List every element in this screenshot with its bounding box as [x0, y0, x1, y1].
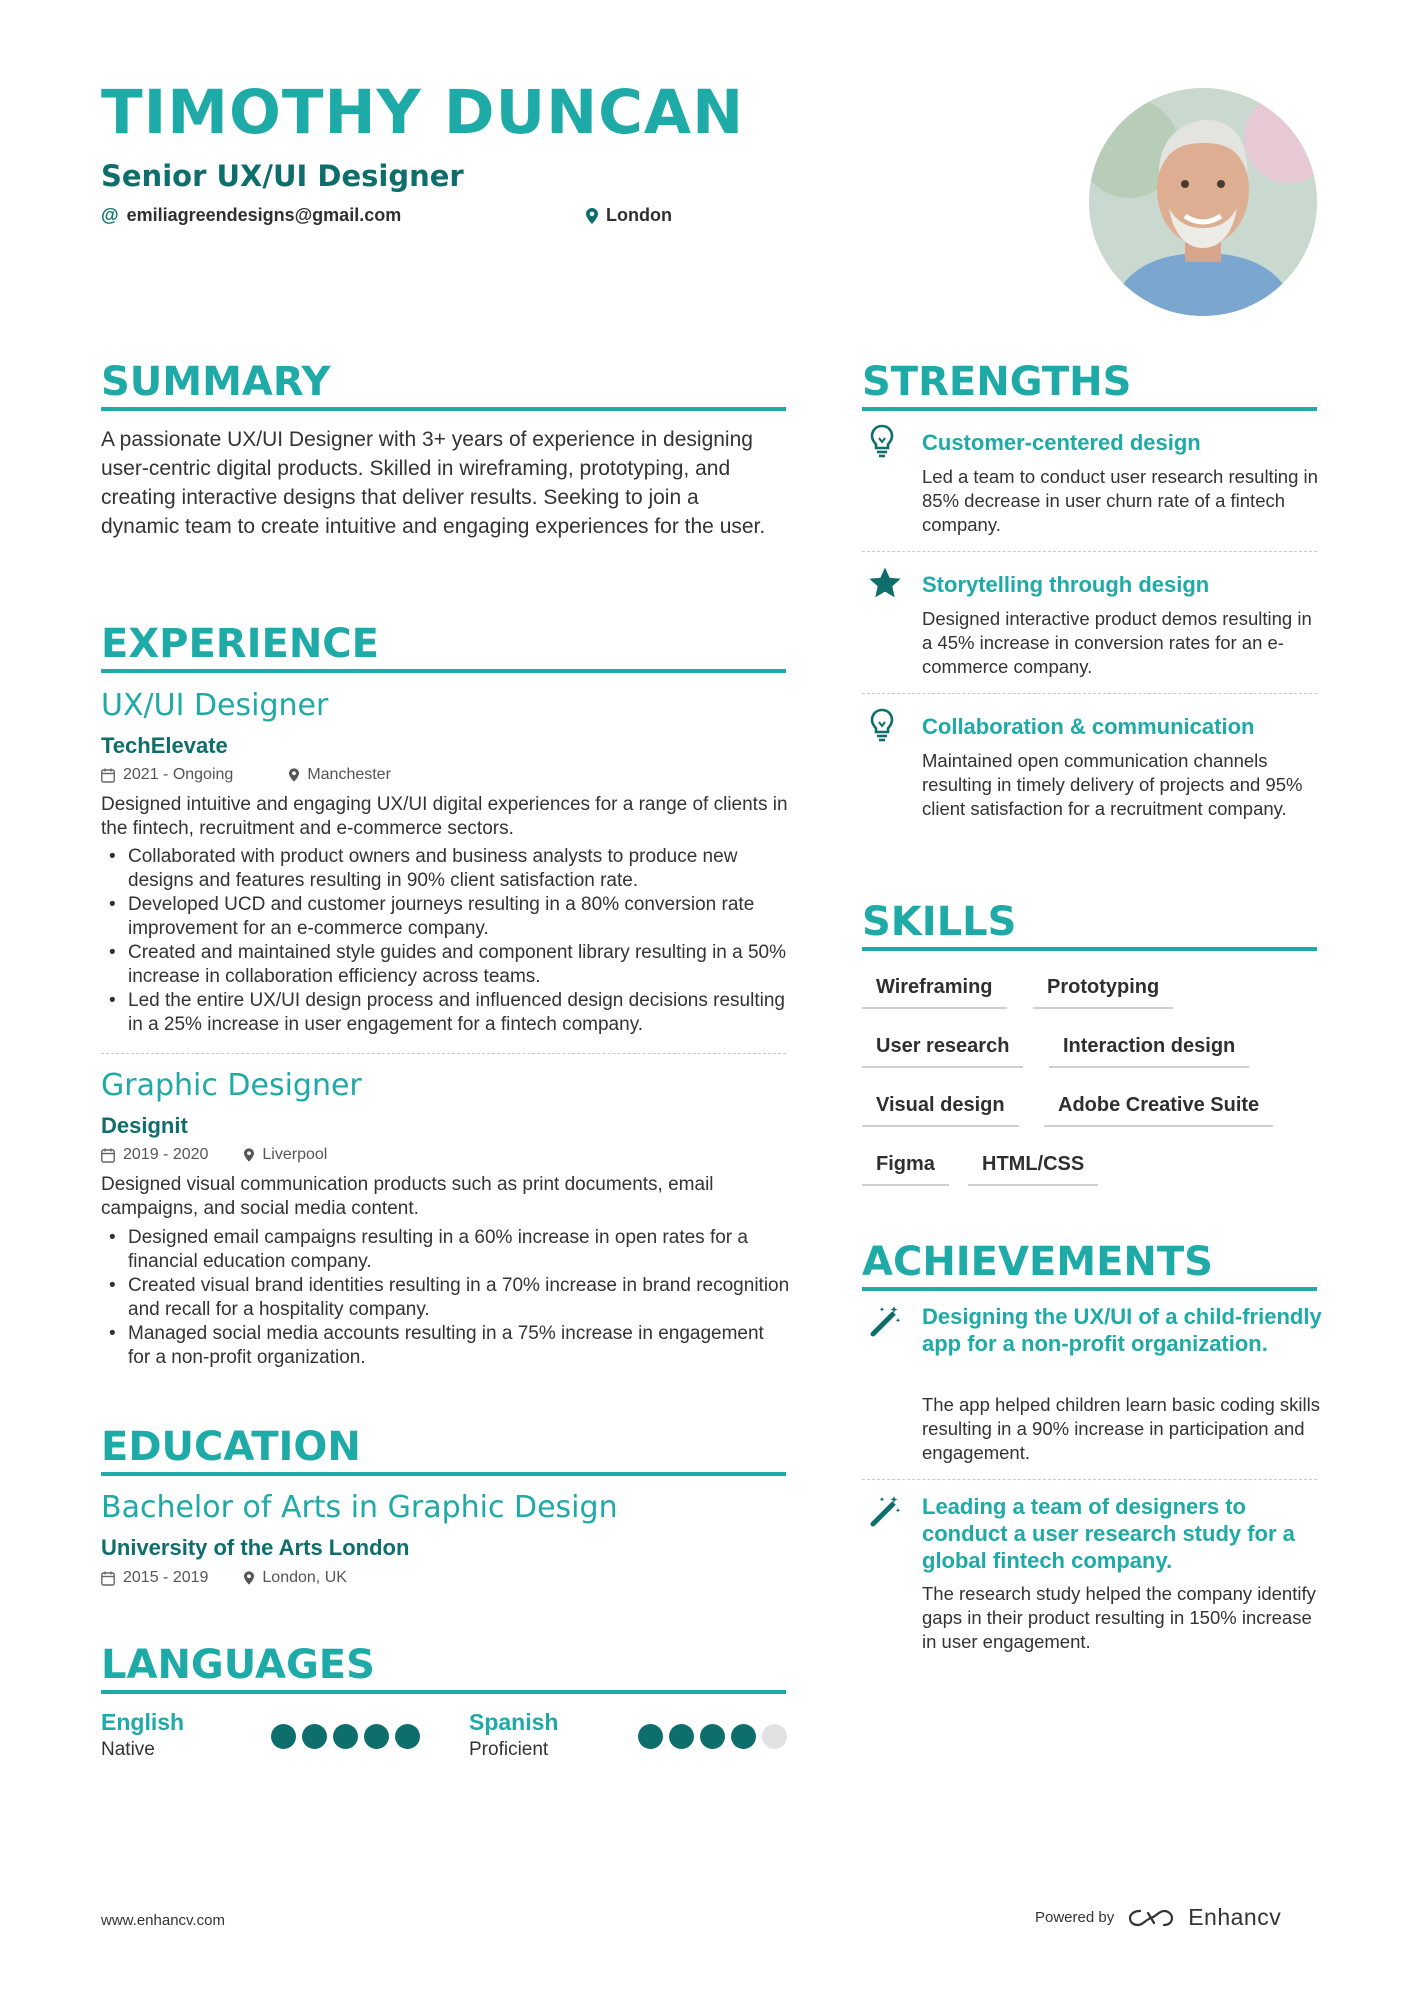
- education-divider: [101, 1472, 786, 1476]
- strength-text: Designed interactive product demos resulting in a 45% increase in conversion rates for an e-commerce company.: [922, 608, 1312, 677]
- school-name: University of the Arts London: [101, 1535, 410, 1560]
- job-bullets: [101, 1226, 791, 1370]
- strengths-heading: STRENGTHS: [862, 359, 1132, 405]
- education-dates: 2015 - 2019: [123, 1569, 209, 1586]
- achievement-text: The app helped children learn basic coding skills resulting in a 90% increase in participation and engagement.: [922, 1394, 1320, 1463]
- location-pin-icon: [289, 768, 299, 782]
- degree-title: Bachelor of Arts in Graphic Design: [101, 1490, 618, 1525]
- achievements-heading: ACHIEVEMENTS: [862, 1239, 1213, 1285]
- list-item: • Created and maintained style guides and component library resulting in a 50% increase in collaboration efficiency across teams.: [101, 941, 791, 989]
- languages-heading: LANGUAGES: [101, 1642, 375, 1688]
- rating-dot-filled: [333, 1724, 358, 1749]
- magic-wand-icon: [868, 1304, 900, 1338]
- languages-divider: [101, 1690, 786, 1694]
- strength-title: Collaboration & communication: [922, 714, 1255, 739]
- rating-dot-filled: [700, 1724, 725, 1749]
- strength-title: Customer-centered design: [922, 430, 1201, 455]
- strength-separator: [862, 551, 1317, 552]
- list-item: • Managed social media accounts resulting in a 75% increase in engagement for a non-profit organization.: [101, 1322, 791, 1370]
- strengths-divider: [862, 407, 1317, 411]
- lightbulb-icon: [868, 708, 900, 742]
- achievement-title: Designing the UX/UI of a child-friendly app for a non-profit organization.: [922, 1304, 1322, 1356]
- achievement-title: Leading a team of designers to conduct a user research study for a global fintech company.: [922, 1494, 1295, 1573]
- job-separator: [101, 1053, 786, 1054]
- achievements-divider: [862, 1287, 1317, 1291]
- skill-tag: Prototyping: [1033, 976, 1173, 1009]
- company-name: Designit: [101, 1113, 188, 1138]
- achievement-separator: [862, 1479, 1317, 1480]
- footer-website[interactable]: www.enhancv.com: [101, 1912, 225, 1929]
- job-title: UX/UI Designer: [101, 688, 329, 723]
- contact-email[interactable]: [101, 205, 401, 226]
- list-item: • Led the entire UX/UI design process and influenced design decisions resulting in a 25% increase in user engagement for a fintech company.: [101, 989, 791, 1037]
- candidate-name: TIMOTHY DUNCAN: [101, 77, 745, 148]
- list-item: • Designed email campaigns resulting in a 60% increase in open rates for a financial education company.: [101, 1226, 791, 1274]
- job-description: Designed visual communication products such as print documents, email campaigns, and social media content.: [101, 1174, 714, 1219]
- star-icon: [868, 566, 900, 600]
- location-pin-icon: [244, 1148, 254, 1162]
- language-rating: [271, 1724, 420, 1749]
- brand-name: Enhancv: [1188, 1904, 1282, 1930]
- calendar-icon: [101, 1571, 115, 1586]
- company-name: TechElevate: [101, 733, 228, 758]
- list-item: • Developed UCD and customer journeys resulting in a 80% conversion rate improvement for an e-commerce company.: [101, 893, 791, 941]
- achievement-text: The research study helped the company identify gaps in their product resulting in 150% increase in user engagement.: [922, 1583, 1316, 1652]
- rating-dot-filled: [271, 1724, 296, 1749]
- skill-tag: Visual design: [862, 1094, 1019, 1127]
- at-icon: @: [101, 205, 119, 225]
- footer-brand[interactable]: [1035, 1904, 1281, 1931]
- skill-tag: HTML/CSS: [968, 1153, 1098, 1186]
- language-rating: [638, 1724, 787, 1749]
- skill-tag: Wireframing: [862, 976, 1007, 1009]
- location-text: London: [606, 205, 672, 225]
- contact-location: [586, 205, 672, 226]
- skills-divider: [862, 947, 1317, 951]
- candidate-role: Senior UX/UI Designer: [101, 159, 464, 193]
- rating-dot-empty: [762, 1724, 787, 1749]
- lightbulb-icon: [868, 424, 900, 458]
- rating-dot-filled: [638, 1724, 663, 1749]
- job-title: Graphic Designer: [101, 1068, 362, 1103]
- strength-title: Storytelling through design: [922, 572, 1210, 597]
- location-pin-icon: [244, 1571, 254, 1585]
- enhancv-logo-icon: [1128, 1907, 1174, 1929]
- list-item: • Created visual brand identities resulting in a 70% increase in brand recognition and recall for a hospitality company.: [101, 1274, 791, 1322]
- location-pin-icon: [586, 208, 598, 224]
- experience-heading: EXPERIENCE: [101, 621, 379, 667]
- strength-text: Maintained open communication channels resulting in timely delivery of projects and 95% client satisfaction for a recruitment company.: [922, 750, 1303, 819]
- summary-divider: [101, 407, 786, 411]
- language-name: Spanish: [469, 1709, 559, 1735]
- rating-dot-filled: [731, 1724, 756, 1749]
- skills-heading: SKILLS: [862, 899, 1017, 945]
- job-dates: 2021 - Ongoing: [123, 766, 234, 783]
- language-level: Proficient: [469, 1739, 549, 1760]
- job-dates: 2019 - 2020: [123, 1146, 209, 1163]
- rating-dot-filled: [364, 1724, 389, 1749]
- job-description: Designed intuitive and engaging UX/UI digital experiences for a range of clients in the fintech, recruitment and e-commerce sectors.: [101, 794, 788, 839]
- strength-separator: [862, 693, 1317, 694]
- list-item: • Collaborated with product owners and business analysts to produce new designs and features resulting in 90% client satisfaction rate.: [101, 845, 791, 893]
- education-meta: [101, 1569, 347, 1587]
- powered-by-label: Powered by: [1035, 1909, 1115, 1926]
- skill-tag: Figma: [862, 1153, 949, 1186]
- calendar-icon: [101, 768, 115, 783]
- calendar-icon: [101, 1148, 115, 1163]
- experience-divider: [101, 669, 786, 673]
- language-name: English: [101, 1709, 185, 1735]
- strength-text: Led a team to conduct user research resulting in 85% decrease in user churn rate of a fintech company.: [922, 466, 1318, 535]
- rating-dot-filled: [669, 1724, 694, 1749]
- skill-tag: User research: [862, 1035, 1023, 1068]
- language-level: Native: [101, 1739, 155, 1760]
- magic-wand-icon: [868, 1494, 900, 1528]
- profile-photo: [1089, 88, 1317, 316]
- skill-tag: Adobe Creative Suite: [1044, 1094, 1273, 1127]
- rating-dot-filled: [302, 1724, 327, 1749]
- job-location: Manchester: [307, 766, 391, 783]
- summary-heading: SUMMARY: [101, 359, 331, 405]
- skill-tag: Interaction design: [1049, 1035, 1249, 1068]
- education-location: London, UK: [262, 1569, 347, 1586]
- job-bullets: [101, 845, 791, 1037]
- rating-dot-filled: [395, 1724, 420, 1749]
- education-heading: EDUCATION: [101, 1424, 361, 1470]
- job-meta: [101, 1146, 327, 1164]
- job-location: Liverpool: [262, 1146, 328, 1163]
- job-meta: [101, 766, 391, 784]
- summary-text: A passionate UX/UI Designer with 3+ years of experience in designing user-centric digital products. Skilled in wireframing, prototyping, and creating interactive designs that deliver results. Seeking to join a dynamic team to create intuitive and engaging experiences for the user.: [101, 428, 766, 538]
- email-text: emiliagreendesigns@gmail.com: [126, 205, 402, 225]
